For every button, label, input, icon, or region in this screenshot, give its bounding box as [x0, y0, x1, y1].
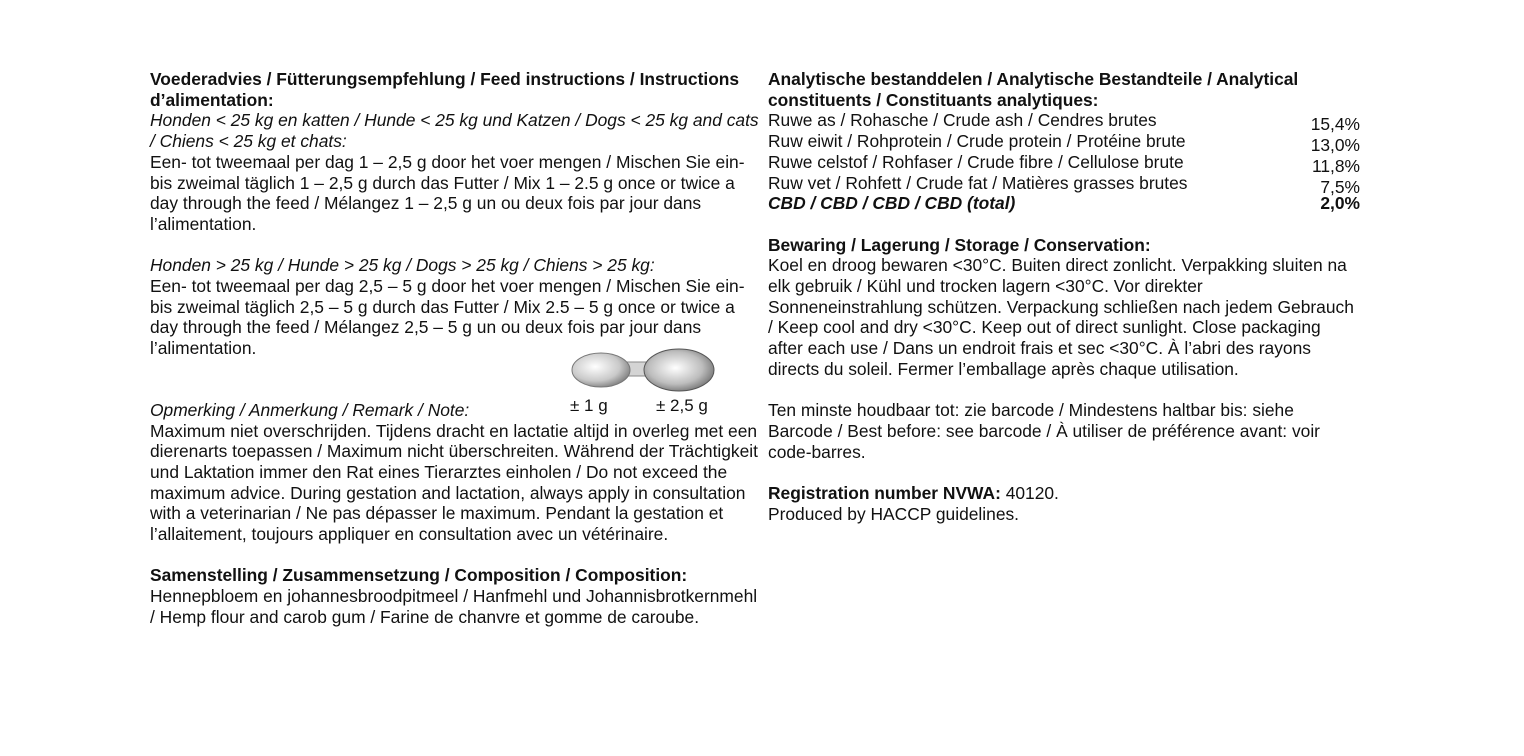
remark-heading: Opmerking / Anmerkung / Remark / Note: — [150, 399, 470, 420]
analytical-value: 13,0% — [1310, 135, 1360, 156]
measuring-spoon-figure — [566, 344, 726, 422]
info-column — [768, 69, 1360, 524]
analytical-row — [768, 151, 1360, 176]
large-dogs-dosage: Een- tot tweemaal per dag 2,5 – 5 g door het voer mengen / Mischen Sie ein- bis zweimal täglich 2,5 – 5 g durch das Futter / Mix 2.5 – 5 g once or twice a day through the feed / Mélangez 2,5 – 5 g un ou deux fois par jour dans l’alimentation. — [150, 276, 745, 359]
analytical-label: Ruwe as / Rohasche / Crude ash / Cendres brutes — [768, 110, 1157, 131]
analytical-row — [768, 131, 1360, 156]
small-dogs-heading: Honden < 25 kg en katten / Hunde < 25 kg und Katzen / Dogs < 25 kg and cats / Chiens < 25 kg et chats: — [150, 110, 759, 152]
cbd-row — [768, 193, 1360, 214]
analytical-label: Ruw eiwit / Rohprotein / Crude protein / Protéine brute — [768, 131, 1186, 152]
cbd-label: CBD / CBD / CBD / CBD (total) — [768, 193, 1016, 214]
best-before-text: Ten minste houdbaar tot: zie barcode / Mindestens haltbar bis: siehe Barcode / Best before: see barcode / À utiliser de préférence avant: voir code-barres. — [768, 400, 1320, 462]
analytical-value: 11,8% — [1311, 155, 1360, 176]
feed-instructions-heading: Voederadvies / Fütterungsempfehlung / Feed instructions / Instructions d’alimentation: — [150, 69, 740, 110]
registration-line — [768, 483, 1360, 504]
composition-heading: Samenstelling / Zusammensetzung / Composition / Composition: — [150, 565, 688, 586]
storage-heading: Bewaring / Lagerung / Storage / Conservation: — [768, 234, 1151, 255]
remark-text: Maximum niet overschrijden. Tijdens dracht en lactatie altijd in overleg met een dierenarts toepassen / Maximum nicht überschreiten. Während der Trächtigkeit und Laktation immer den Rat eines Tierarztes einholen / Do not exceed the maximum advice. During gestation and lactation, always apply in consultation with a veterinarian / Ne pas dépasser le maximum. Pendant la gestation et l’allaitement, toujours appliquer en consultation avec un vétérinaire. — [150, 420, 758, 545]
large-spoon-label: ± 2,5 g — [656, 396, 708, 415]
analytical-value: 7,5% — [1320, 176, 1360, 197]
large-dogs-heading: Honden > 25 kg / Hunde > 25 kg / Dogs > 25 kg / Chiens > 25 kg: — [150, 255, 655, 276]
analytical-label: Ruwe celstof / Rohfaser / Crude fibre / Cellulose brute — [768, 151, 1184, 172]
storage-text: Koel en droog bewaren <30°C. Buiten direct zonlicht. Verpakking sluiten na elk gebruik / Kühl und trocken lagern <30°C. Vor direkter Sonneneinstrahlung schützen. Verpackung schließen nach jedem Gebrauch / Keep cool and dry <30°C. Keep out of direct sunlight. Close packaging after each use / Dans un endroit frais et sec <30°C. À l’abri des rayons directs du soleil. Fermer l’emballage après chaque utilisation. — [768, 255, 1354, 379]
composition-text: Hennepbloem en johannesbroodpitmeel / Hanfmehl und Johannisbrotkernmehl / Hemp flour and carob gum / Farine de chanvre et gomme de caroube. — [150, 586, 758, 627]
measuring-spoon-icon — [566, 344, 726, 394]
produced-text: Produced by HACCP guidelines. — [768, 503, 1020, 524]
analytical-row — [768, 110, 1360, 135]
small-spoon-label: ± 1 g — [570, 396, 608, 415]
cbd-value: 2,0% — [1320, 193, 1360, 214]
analytical-row — [768, 172, 1360, 197]
analytical-value: 15,4% — [1310, 114, 1360, 135]
registration-label: Registration number NVWA: — [768, 483, 1001, 504]
registration-value: 40120. — [1000, 483, 1059, 504]
small-dogs-dosage: Een- tot tweemaal per dag 1 – 2,5 g door het voer mengen / Mischen Sie ein- bis zweimal täglich 1 – 2,5 g durch das Futter / Mix 1 – 2.5 g once or twice a day through the feed / Mélangez 1 – 2,5 g un ou deux fois par jour dans l’alimentation. — [150, 151, 745, 234]
analytical-label: Ruw vet / Rohfett / Crude fat / Matières grasses brutes — [768, 172, 1188, 193]
analytical-heading: Analytische bestanddelen / Analytische Bestandteile / Analytical constituents / Constituants analytiques: — [768, 69, 1299, 110]
